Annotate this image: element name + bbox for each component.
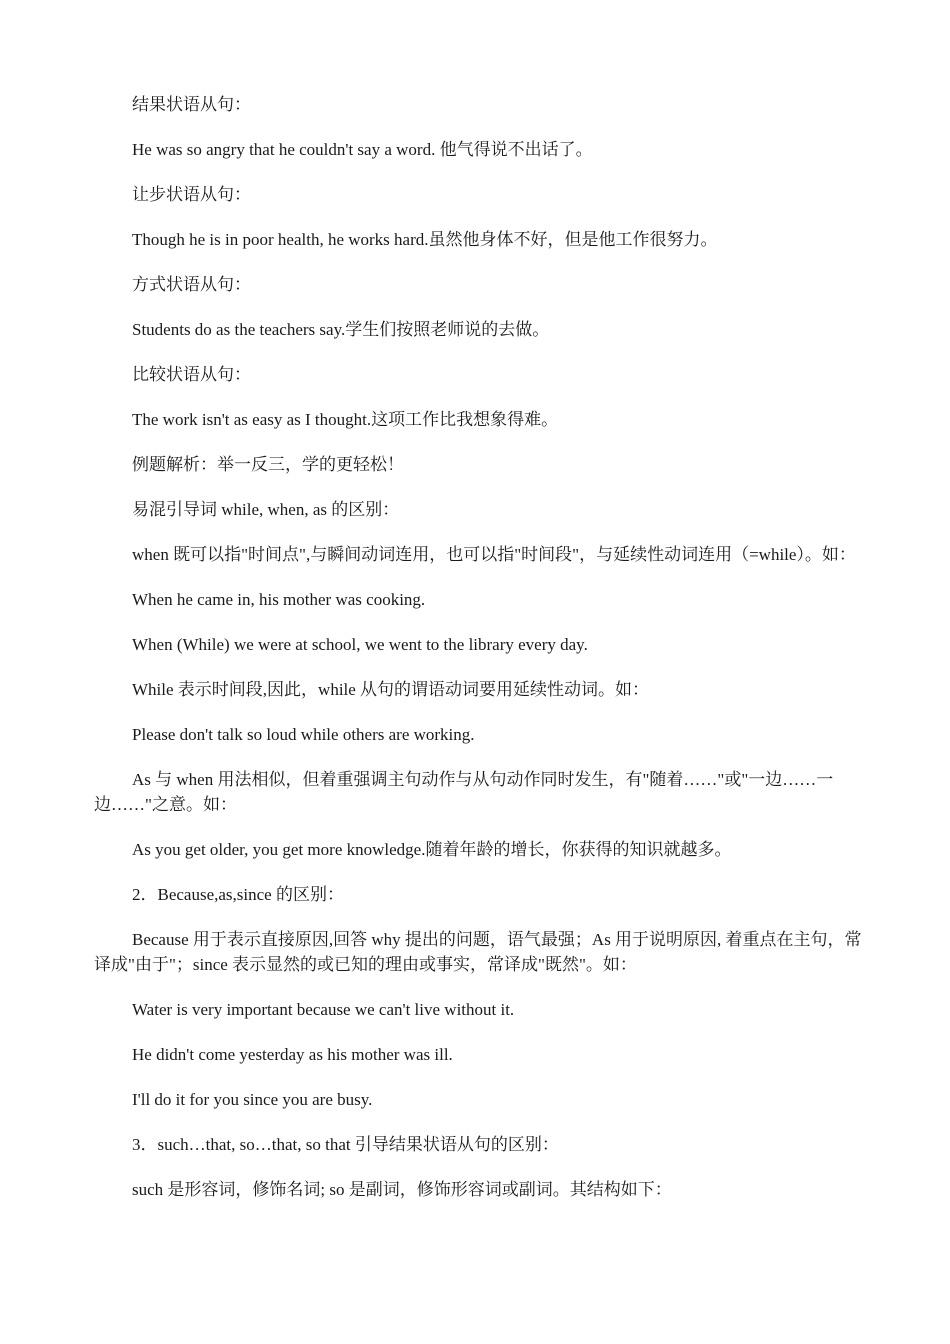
example-sentence: I'll do it for you since you are busy. <box>132 1090 373 1109</box>
example-sentence: The work isn't as easy as I thought.这项工作比我想象得难。 <box>132 410 559 429</box>
example-sentence: He didn't come yesterday as his mother was ill. <box>132 1045 453 1064</box>
heading-example-analysis: 例题解析：举一反三，学的更轻松！ <box>132 455 404 474</box>
example-sentence: Though he is in poor health, he works hard.虽然他身体不好，但是他工作很努力。 <box>132 230 718 249</box>
example-sentence: He was so angry that he couldn't say a word. 他气得说不出话了。 <box>132 140 593 159</box>
heading-such-so-that: 3．such…that, so…that, so that 引导结果状语从句的区别： <box>132 1135 559 1154</box>
example-sentence: When he came in, his mother was cooking. <box>132 590 426 609</box>
example-sentence: When (While) we were at school, we went to the library every day. <box>132 635 588 654</box>
explanation-paragraph: As 与 when 用法相似，但着重强调主句动作与从句动作同时发生，有"随着……"或"一边……一边……"之意。如： <box>94 770 834 814</box>
explanation-paragraph: such 是形容词，修饰名词; so 是副词，修饰形容词或副词。其结构如下： <box>132 1180 672 1199</box>
heading-manner-clause: 方式状语从句： <box>132 275 251 294</box>
example-sentence: Water is very important because we can't live without it. <box>132 1000 515 1019</box>
explanation-paragraph: when 既可以指"时间点",与瞬间动词连用，也可以指"时间段"，与延续性动词连用（=while）。如： <box>132 545 856 564</box>
heading-comparison-clause: 比较状语从句： <box>132 365 251 384</box>
explanation-paragraph: While 表示时间段,因此，while 从句的谓语动词要用延续性动词。如： <box>132 680 650 699</box>
explanation-paragraph: Because 用于表示直接原因,回答 why 提出的问题，语气最强；As 用于说明原因, 着重点在主句，常译成"由于"；since 表示显然的或已知的理由或事实，常译成"既然"。如： <box>94 930 862 974</box>
heading-while-when-as: 易混引导词 while, when, as 的区别： <box>132 500 400 519</box>
heading-because-as-since: 2．Because,as,since 的区别： <box>132 885 344 904</box>
heading-concession-clause: 让步状语从句： <box>132 185 251 204</box>
example-sentence: As you get older, you get more knowledge.随着年龄的增长，你获得的知识就越多。 <box>132 840 732 859</box>
document-page <box>94 92 864 1222</box>
heading-result-clause: 结果状语从句： <box>132 95 251 114</box>
example-sentence: Students do as the teachers say.学生们按照老师说的去做。 <box>132 320 550 339</box>
example-sentence: Please don't talk so loud while others are working. <box>132 725 475 744</box>
